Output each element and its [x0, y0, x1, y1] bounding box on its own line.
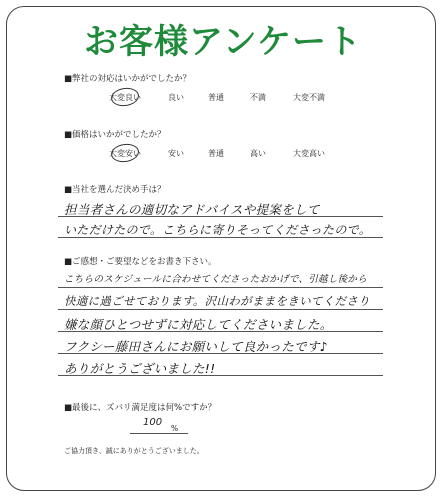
question-price-label: ■価格はいかがでしたか？	[64, 130, 166, 140]
answer-rule	[58, 309, 383, 310]
thank-you-note: ご協力頂き、誠にありがとうございました。	[64, 447, 204, 455]
comments-answer-line-1: こちらのスケジュールに合わせてくださったおかげで、引越し後から	[64, 274, 368, 285]
service-option-4: 不満	[250, 93, 266, 102]
comments-answer-line-2: 快適に過ごせております。沢山わがままをきいてくださり	[64, 294, 370, 308]
service-option-5: 大変不満	[293, 93, 325, 102]
question-price	[64, 128, 166, 140]
reason-answer-line-1: 担当者さんの適切なアドバイスや提案をして	[64, 202, 320, 217]
question-service	[64, 72, 191, 84]
answer-rule	[58, 287, 383, 288]
price-option-1: 大変安い	[109, 149, 141, 158]
answer-rule	[58, 216, 383, 217]
question-reason	[64, 183, 166, 195]
answer-rule	[58, 353, 383, 354]
price-option-5: 大変高い	[293, 149, 325, 158]
question-comments	[64, 255, 217, 267]
service-option-3: 普通	[208, 93, 224, 102]
service-option-2: 良い	[168, 93, 184, 102]
comments-answer-line-4: フクシー藤田さんにお願いして良かったです♪	[64, 339, 328, 354]
answer-rule	[58, 237, 383, 238]
price-option-4: 高い	[250, 149, 266, 158]
price-option-2: 安い	[168, 149, 184, 158]
survey-title: お客様アンケート	[84, 22, 362, 62]
comments-answer-line-3: 嫌な顔ひとつせずに対応してくださいました。	[64, 317, 333, 332]
question-satisfaction-label: ■最後に、ズバリ満足度は何%ですか？	[64, 403, 217, 413]
satisfaction-value: 100	[143, 417, 163, 428]
satisfaction-unit: %	[171, 424, 179, 433]
service-option-1: 大変良い	[109, 93, 141, 102]
question-service-label: ■弊社の対応はいかがでしたか？	[64, 74, 192, 84]
satisfaction-rule	[130, 433, 188, 434]
question-satisfaction	[64, 401, 216, 413]
comments-answer-line-5: ありがとうございました!!	[64, 361, 216, 376]
question-reason-label: ■当社を選んだ決め手は？	[64, 185, 166, 195]
answer-rule	[58, 375, 383, 376]
answer-rule	[58, 331, 383, 332]
question-comments-label: ■ご感想・ご要望などをお書き下さい。	[64, 257, 217, 267]
reason-answer-line-2: いただけたので。こちらに寄りそってくださったので。	[64, 223, 372, 237]
price-option-3: 普通	[208, 149, 224, 158]
